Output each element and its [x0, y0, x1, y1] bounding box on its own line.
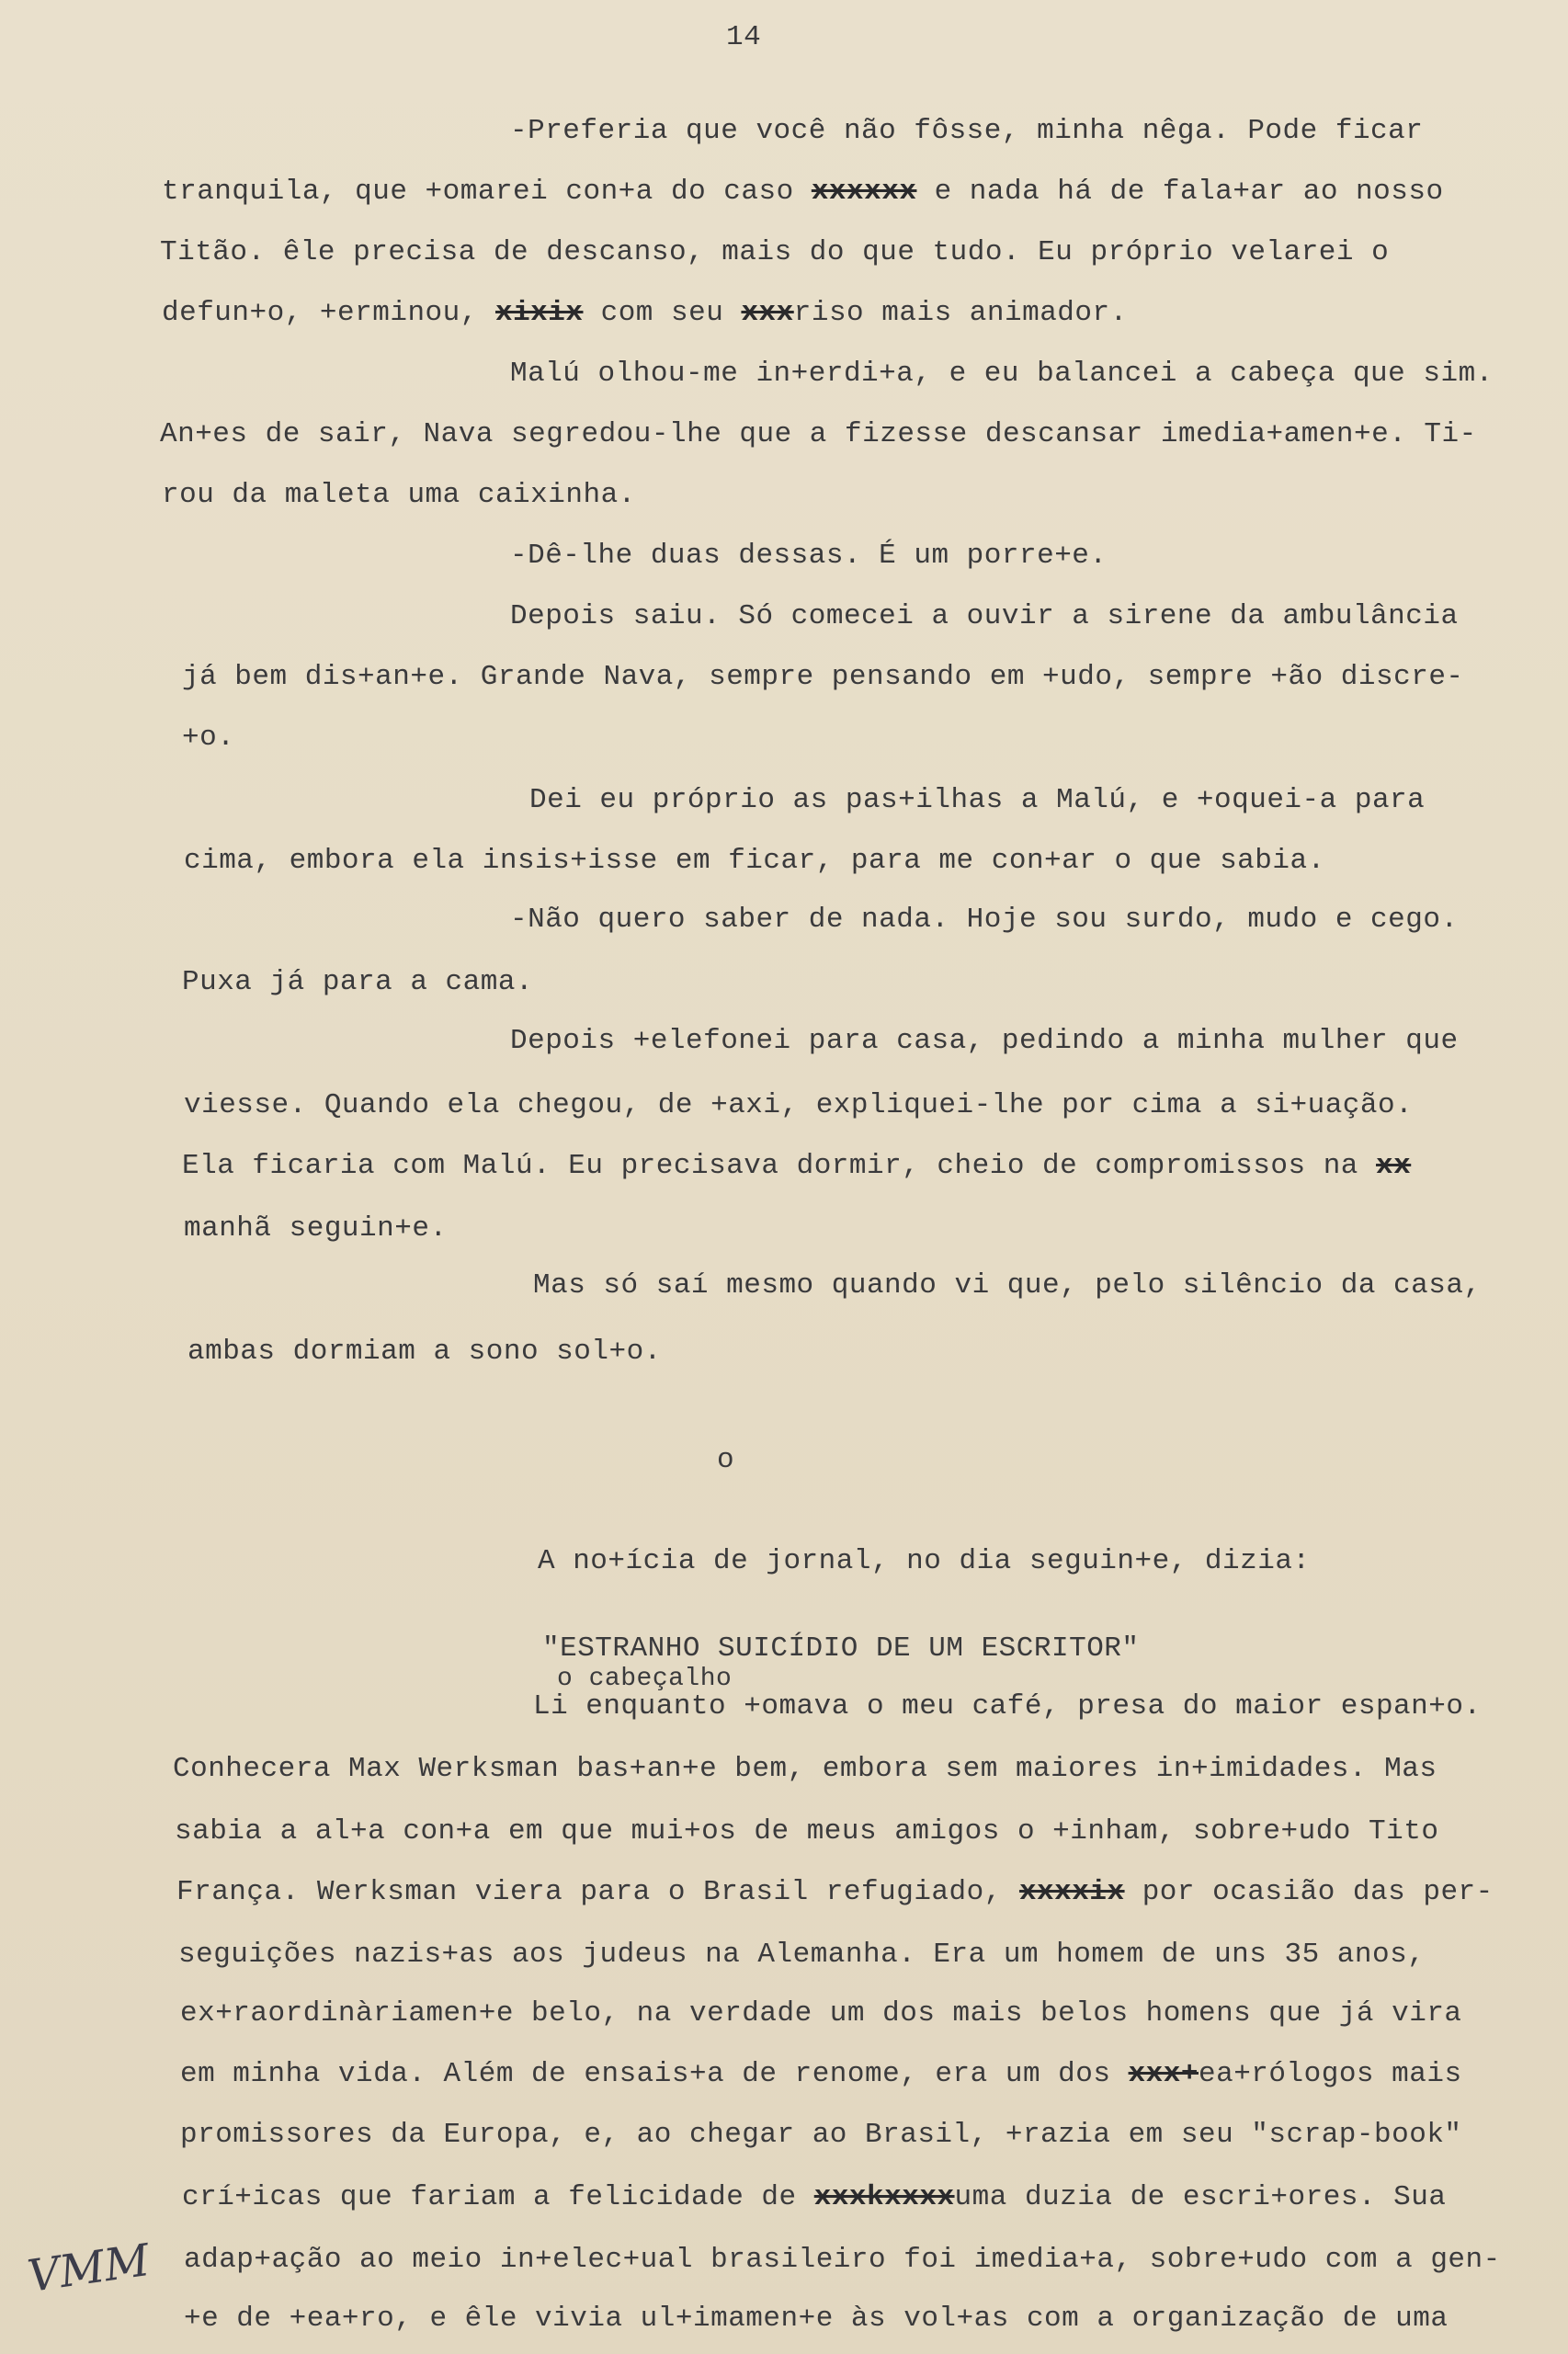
line: ambas dormiam a sono sol+o. — [187, 1336, 662, 1368]
text-segment: e nada há de fala+ar ao nosso — [934, 176, 1444, 208]
handwritten-insert: o cabeçalho — [557, 1665, 733, 1693]
line: -Preferia que você não fôsse, minha nêga. Pode ficar — [510, 115, 1424, 147]
line: manhã seguin+e. — [184, 1212, 448, 1245]
headline: "ESTRANHO SUICÍDIO DE UM ESCRITOR" — [542, 1632, 1140, 1665]
struck-word: xxxxix — [1018, 1876, 1125, 1908]
line: Mas só saí mesmo quando vi que, pelo silêncio da casa, — [533, 1269, 1482, 1302]
text-segment: defun+o, +erminou, — [162, 297, 478, 329]
line — [182, 1149, 1411, 1184]
struck-word: xxxkxxxx — [813, 2181, 955, 2213]
text-segment: ea+rólogos mais — [1199, 2058, 1462, 2090]
line: viesse. Quando ela chegou, de +axi, expliquei-lhe por cima a si+uação. — [184, 1089, 1414, 1121]
line: Depois saiu. Só comecei a ouvir a sirene da ambulância — [510, 600, 1459, 632]
line: +o. — [182, 722, 235, 754]
line: ex+raordinàriamen+e belo, na verdade um dos mais belos homens que já vira — [180, 1997, 1462, 2030]
page-number: 14 — [726, 21, 762, 53]
line: já bem dis+an+e. Grande Nava, sempre pensando em +udo, sempre +ão discre- — [182, 661, 1464, 693]
line: -Não quero saber de nada. Hoje sou surdo, mudo e cego. — [510, 904, 1459, 936]
handwritten-initials: VMM — [24, 2235, 153, 2303]
line: rou da maleta uma caixinha. — [162, 479, 636, 511]
line: sabia a al+a con+a em que mui+os de meus amigos o +inham, sobre+udo Tito — [175, 1815, 1439, 1848]
line: seguições nazis+as aos judeus na Alemanha. Era um homem de uns 35 anos, — [178, 1939, 1426, 1971]
line: Malú olhou-me in+erdi+a, e eu balancei a cabeça que sim. — [510, 358, 1494, 390]
line: -Dê-lhe duas dessas. É um porre+e. — [510, 540, 1108, 572]
struck-word: xxxxxx — [811, 176, 917, 208]
line: cima, embora ela insis+isse em ficar, para me con+ar o que sabia. — [184, 845, 1325, 877]
line: Depois +elefonei para casa, pedindo a minha mulher que — [510, 1025, 1459, 1057]
line: promissores da Europa, e, ao chegar ao Brasil, +razia em seu "scrap-book" — [180, 2119, 1462, 2151]
section-mark: o — [717, 1444, 735, 1476]
line — [180, 2057, 1462, 2092]
line: +e de +ea+ro, e êle vivia ul+imamen+e às vol+as com a organização de uma — [184, 2303, 1449, 2335]
struck-word: xx — [1376, 1150, 1412, 1182]
line: Li enquanto +omava o meu café, presa do maior espan+o. — [533, 1690, 1482, 1723]
line — [162, 296, 1128, 331]
text-segment: Ela ficaria com Malú. Eu precisava dormir, cheio de compromissos na — [182, 1150, 1358, 1182]
struck-word: xxx+ — [1128, 2058, 1199, 2090]
line: Conhecera Max Werksman bas+an+e bem, embora sem maiores in+imidades. Mas — [173, 1753, 1437, 1785]
text-segment: riso mais animador. — [793, 297, 1128, 329]
line — [176, 1875, 1494, 1910]
line: Titão. êle precisa de descanso, mais do que tudo. Eu próprio velarei o — [160, 236, 1390, 268]
text-segment: uma duzia de escri+ores. Sua — [954, 2181, 1447, 2213]
struck-word: xixix — [494, 297, 584, 329]
line: Dei eu próprio as pas+ilhas a Malú, e +oquei-a para — [529, 784, 1426, 816]
text-segment: tranquila, que +omarei con+a do caso — [162, 176, 794, 208]
line: Puxa já para a cama. — [182, 966, 534, 998]
line — [182, 2180, 1446, 2215]
line: adap+ação ao meio in+elec+ual brasileiro foi imedia+a, sobre+udo com a gen- — [184, 2244, 1501, 2276]
text-segment: por ocasião das per- — [1142, 1876, 1494, 1908]
line: A no+ícia de jornal, no dia seguin+e, dizia: — [538, 1545, 1311, 1577]
struck-word: xxx — [741, 297, 794, 329]
text-segment: em minha vida. Além de ensais+a de renome, era um dos — [180, 2058, 1111, 2090]
text-segment: França. Werksman viera para o Brasil refugiado, — [176, 1876, 1002, 1908]
line — [162, 175, 1444, 210]
line: An+es de sair, Nava segredou-lhe que a fizesse descansar imedia+amen+e. Ti- — [160, 418, 1477, 450]
text-segment: com seu — [600, 297, 724, 329]
text-segment: crí+icas que fariam a felicidade de — [182, 2181, 797, 2213]
